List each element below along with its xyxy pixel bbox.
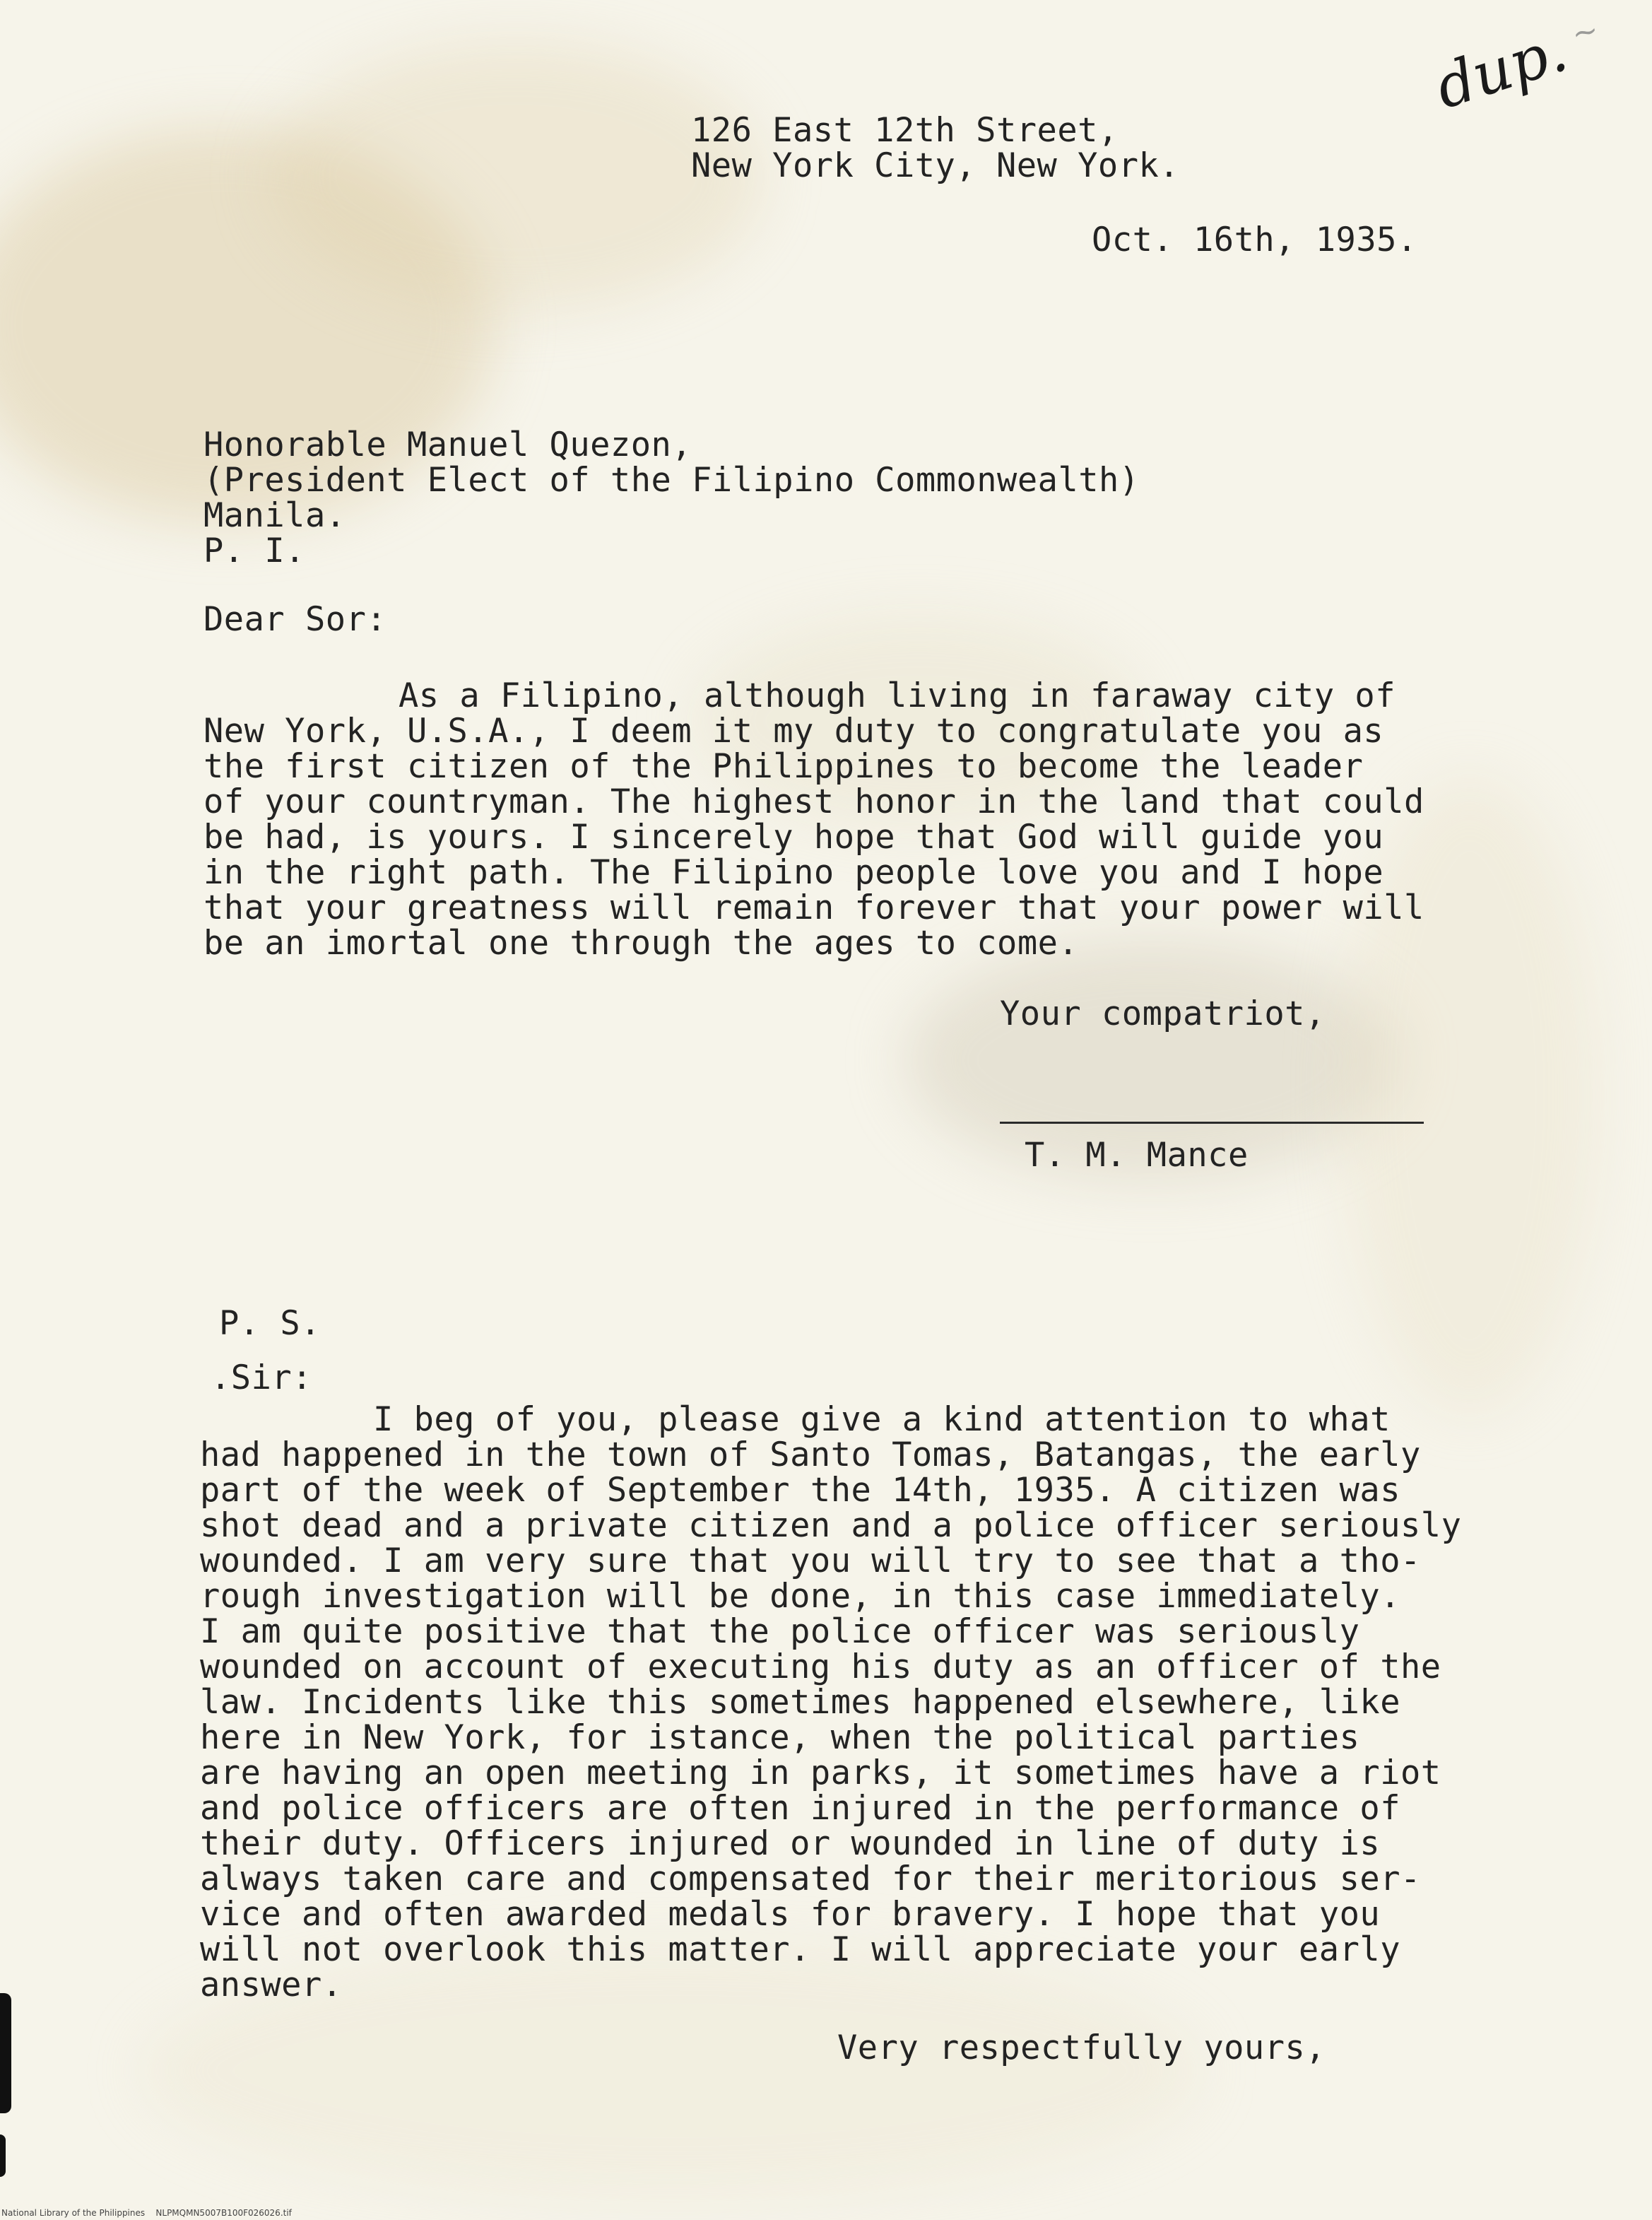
signature-line (1000, 1122, 1424, 1124)
archive-file-id: NLPMQMN5007B100F026026.tif (155, 2208, 292, 2218)
edge-shadow (0, 2134, 6, 2177)
recipient-title: (President Elect of the Filipino Commonwealth) (203, 461, 1140, 500)
archive-footer (1, 2208, 292, 2218)
letter-closing: Your compatriot, (1000, 994, 1326, 1033)
postscript-body: I beg of you, please give a kind attention to what had happened in the town of Santo Tomas, Batangas, the early part of the week of September the 14th, 1935. A citizen was shot dead and a private citizen and a police officer seriously wounded. I am very sure that you will try to see that a tho- rough investigation will be done, in this case immediately. I am quite positive that the police officer was seriously wounded on account of executing his duty as an officer of the law. Incidents like this sometimes happened elsewhere, like here in New York, for istance, when the political parties are having an open meeting in parks, it sometimes have a riot and police officers are often injured in the performance of their duty. Officers injured or wounded in line of duty is always taken care and compensated for their meritorious ser- vice and often awarded medals for bravery. I hope that you will not overlook this matter. I will appreciate your early answer. (200, 1400, 1462, 2004)
salutation: Dear Sor: (203, 600, 387, 639)
letter-body: As a Filipino, although living in faraway city of New York, U.S.A., I deem it my duty to congratulate you as the first citizen of the Philippines to become the leader of your countryman. The highest honor in the land that could be had, is yours. I sincerely hope that God will guide you in the right path. The Filipino people love you and I hope that your greatness will remain forever that your power will be an imortal one through the ages to come. (203, 676, 1424, 963)
letter-date: Oct. 16th, 1935. (1092, 221, 1417, 259)
sender-address-line-1: 126 East 12th Street, (691, 111, 1119, 150)
handwritten-annotation: dup. (1427, 15, 1576, 122)
recipient-city: Manila. (203, 496, 346, 535)
faint-handwriting: ~ (1569, 11, 1602, 53)
edge-shadow (0, 1993, 11, 2113)
sender-address-line-2: New York City, New York. (691, 146, 1180, 185)
paper-stain (269, 42, 763, 311)
postscript-label: P. S. (219, 1304, 321, 1343)
recipient-name: Honorable Manuel Quezon, (203, 425, 692, 464)
postscript-closing: Very respectfully yours, (837, 2028, 1326, 2067)
signatory-name: T. M. Mance (1025, 1136, 1249, 1175)
postscript-salutation: .Sir: (211, 1358, 312, 1397)
recipient-country: P. I. (203, 531, 305, 570)
archive-institution: National Library of the Philippines (1, 2208, 146, 2218)
